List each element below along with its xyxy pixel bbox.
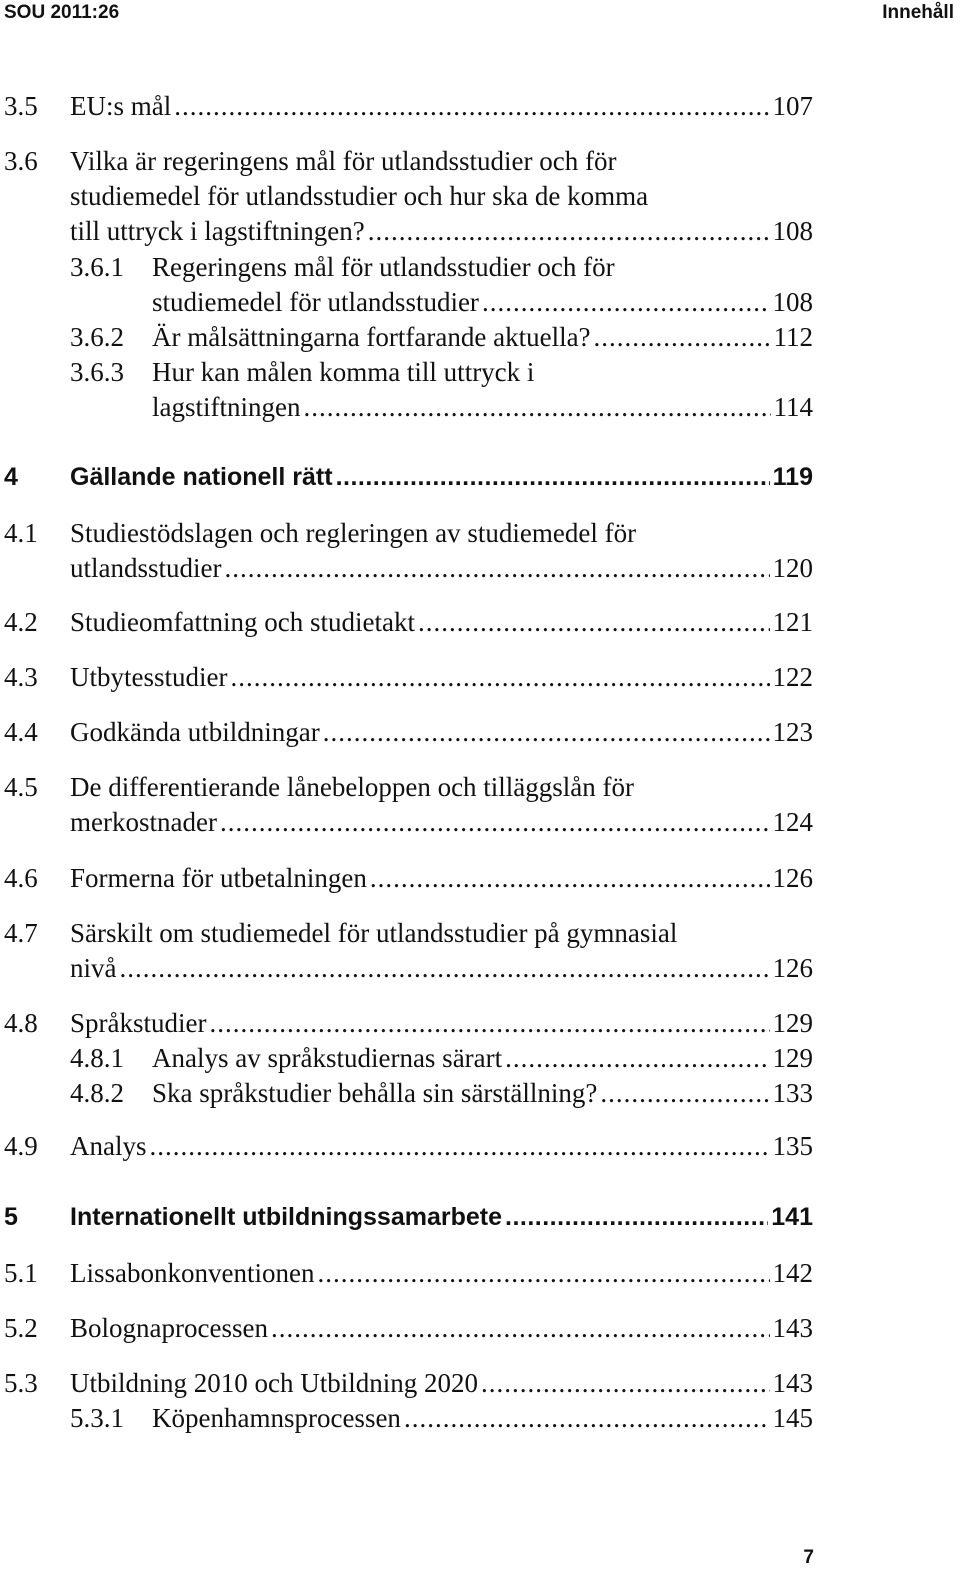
toc-number: 4.9 (4, 1131, 38, 1161)
toc-page-number: 141 (771, 1203, 813, 1231)
dot-leader (174, 89, 769, 124)
toc-title-final-line (152, 320, 813, 355)
toc-number: 3.6 (4, 146, 38, 176)
toc-title-line: Köpenhamnsprocessen (152, 1403, 401, 1433)
toc-title-final-line (152, 390, 813, 425)
toc-title-line: Utbytesstudier (70, 662, 228, 692)
page-number: 7 (803, 1547, 814, 1568)
toc-number: 4.6 (4, 863, 38, 893)
toc-entry-body (70, 660, 813, 695)
toc-title-final-line (70, 715, 813, 750)
dot-leader (317, 1256, 769, 1291)
dot-leader (505, 1200, 768, 1235)
toc-title-final-line (152, 1401, 813, 1436)
dot-leader (209, 1006, 769, 1041)
dot-leader (594, 320, 771, 355)
toc-entry-body (70, 1311, 813, 1346)
toc-number: 5.2 (4, 1313, 38, 1343)
toc-title-final-line (70, 214, 813, 249)
toc-entry-body (70, 1129, 813, 1164)
toc-title-final-line (70, 1129, 813, 1164)
toc-title-line: Bolognaprocessen (70, 1313, 268, 1343)
toc-entry-body (70, 460, 813, 495)
dot-leader (600, 1076, 769, 1111)
toc-entry-body (70, 1366, 813, 1401)
toc-entry-body (152, 250, 813, 320)
toc-number: 3.6.2 (70, 322, 124, 352)
toc-page-number: 119 (772, 463, 813, 491)
toc-page-number: 123 (772, 717, 813, 747)
dot-leader (271, 1311, 770, 1346)
dot-leader (481, 1366, 770, 1401)
toc-title-final-line (70, 805, 813, 840)
toc-title-final-line (70, 660, 813, 695)
toc-title-final-line (70, 1200, 813, 1235)
toc-title-line: Formerna för utbetalningen (70, 863, 367, 893)
toc-title-line: nivå (70, 953, 117, 983)
toc-entry-body (70, 715, 813, 750)
toc-page-number: 120 (772, 553, 813, 583)
dot-leader (120, 951, 770, 986)
toc-title-line: Utbildning 2010 och Utbildning 2020 (70, 1368, 478, 1398)
toc-title-line: Vilka är regeringens mål för utlandsstudier och för (70, 146, 617, 176)
toc-number: 5.1 (4, 1258, 38, 1288)
dot-leader (482, 285, 770, 320)
toc-number: 4.4 (4, 717, 38, 747)
dot-leader (220, 805, 770, 840)
toc-title-line: Godkända utbildningar (70, 717, 320, 747)
toc-title-line: Hur kan målen komma till uttryck i (152, 357, 535, 387)
toc-number: 4.8.1 (70, 1043, 124, 1073)
toc-title-line: EU:s mål (70, 91, 172, 121)
toc-title-final-line (70, 89, 813, 124)
toc-title-final-line (70, 951, 813, 986)
toc-page-number: 145 (772, 1403, 813, 1433)
toc-entry-body (70, 89, 813, 124)
dot-leader (370, 861, 770, 896)
toc-page-number: 121 (772, 607, 813, 637)
toc-title-line: utlandsstudier (70, 553, 222, 583)
toc-title-line: Studiestödslagen och regleringen av studiemedel för (70, 518, 637, 548)
toc-page-number: 107 (772, 91, 813, 121)
dot-leader (368, 214, 770, 249)
toc-entry-body (70, 605, 813, 640)
toc-title-line: Gällande nationell rätt (70, 463, 333, 491)
toc-title-line: Språkstudier (70, 1008, 207, 1038)
toc-page-number: 142 (772, 1258, 813, 1288)
toc-title-line: Ska språkstudier behålla sin särställning? (152, 1078, 598, 1108)
toc-entry-body (70, 861, 813, 896)
toc-entry-body (70, 516, 813, 586)
toc-number: 4.7 (4, 918, 38, 948)
toc-number: 5 (4, 1203, 18, 1231)
dot-leader (418, 605, 770, 640)
toc-number: 4.1 (4, 518, 38, 548)
toc-title-line: till uttryck i lagstiftningen? (70, 216, 365, 246)
dot-leader (404, 1401, 770, 1436)
toc-page-number: 114 (773, 392, 813, 422)
toc-page-number: 112 (773, 322, 813, 352)
toc-number: 3.5 (4, 91, 38, 121)
toc-title-final-line (70, 1366, 813, 1401)
toc-title-final-line (70, 551, 813, 586)
toc-number: 5.3.1 (70, 1403, 124, 1433)
toc-title-line: merkostnader (70, 807, 217, 837)
toc-title-final-line (70, 1006, 813, 1041)
toc-number: 4.8.2 (70, 1078, 124, 1108)
toc-number: 4.3 (4, 662, 38, 692)
toc-title-line: Internationellt utbildningssamarbete (70, 1203, 502, 1231)
toc-number: 5.3 (4, 1368, 38, 1398)
toc-title-final-line (152, 285, 813, 320)
toc-title-line: Regeringens mål för utlandsstudier och för (152, 252, 615, 282)
dot-leader (150, 1129, 770, 1164)
toc-number: 3.6.3 (70, 357, 124, 387)
toc-page-number: 129 (772, 1008, 813, 1038)
dot-leader (303, 390, 770, 425)
dot-leader (505, 1041, 769, 1076)
toc-page-number: 126 (772, 953, 813, 983)
toc-title-final-line (70, 1311, 813, 1346)
toc-entry-body (152, 1041, 813, 1076)
dot-leader (224, 551, 769, 586)
toc-title-final-line (70, 460, 813, 495)
toc-entry-body (70, 916, 813, 986)
toc-entry-body (70, 1200, 813, 1235)
dot-leader (323, 715, 770, 750)
toc-title-line: Särskilt om studiemedel för utlandsstudier på gymnasial (70, 918, 678, 948)
toc-entry-body (70, 1256, 813, 1291)
toc-title-final-line (70, 605, 813, 640)
toc-title-line: studiemedel för utlandsstudier och hur ska de komma (70, 181, 649, 211)
toc-entry-body (70, 1006, 813, 1041)
dot-leader (230, 660, 769, 695)
toc-number: 4 (4, 463, 18, 491)
toc-title-final-line (152, 1076, 813, 1111)
toc-title-line: Lissabonkonventionen (70, 1258, 315, 1288)
toc-entry-body (152, 1076, 813, 1111)
toc-title-final-line (152, 1041, 813, 1076)
toc-page-number: 108 (772, 287, 813, 317)
toc-page-number: 126 (772, 863, 813, 893)
toc-title-line: Studieomfattning och studietakt (70, 607, 415, 637)
toc-number: 4.5 (4, 772, 38, 802)
toc-page-number: 135 (772, 1131, 813, 1161)
toc-number: 4.2 (4, 607, 38, 637)
toc-number: 3.6.1 (70, 252, 124, 282)
toc-page-number: 133 (772, 1078, 813, 1108)
toc-page-number: 108 (772, 216, 813, 246)
running-header-right: Innehåll (882, 2, 954, 23)
dot-leader (336, 460, 770, 495)
toc-entry-body (152, 355, 813, 425)
toc-page-number: 129 (772, 1043, 813, 1073)
toc-title-line: Analys (70, 1131, 147, 1161)
toc-entry-body (152, 320, 813, 355)
toc-page-number: 143 (772, 1368, 813, 1398)
toc-title-line: Analys av språkstudiernas särart (152, 1043, 503, 1073)
toc-number: 4.8 (4, 1008, 38, 1038)
toc-title-final-line (70, 1256, 813, 1291)
toc-page-number: 143 (772, 1313, 813, 1343)
toc-entry-body (152, 1401, 813, 1436)
toc-title-line: De differentierande lånebeloppen och tilläggslån för (70, 772, 635, 802)
running-header-left: SOU 2011:26 (4, 2, 120, 23)
toc-page-number: 124 (772, 807, 813, 837)
toc-entry-body (70, 144, 813, 249)
toc-entry-body (70, 770, 813, 840)
toc-title-line: Är målsättningarna fortfarande aktuella? (152, 322, 591, 352)
toc-title-final-line (70, 861, 813, 896)
toc-page-number: 122 (772, 662, 813, 692)
toc-title-line: lagstiftningen (152, 392, 301, 422)
toc-title-line: studiemedel för utlandsstudier (152, 287, 479, 317)
